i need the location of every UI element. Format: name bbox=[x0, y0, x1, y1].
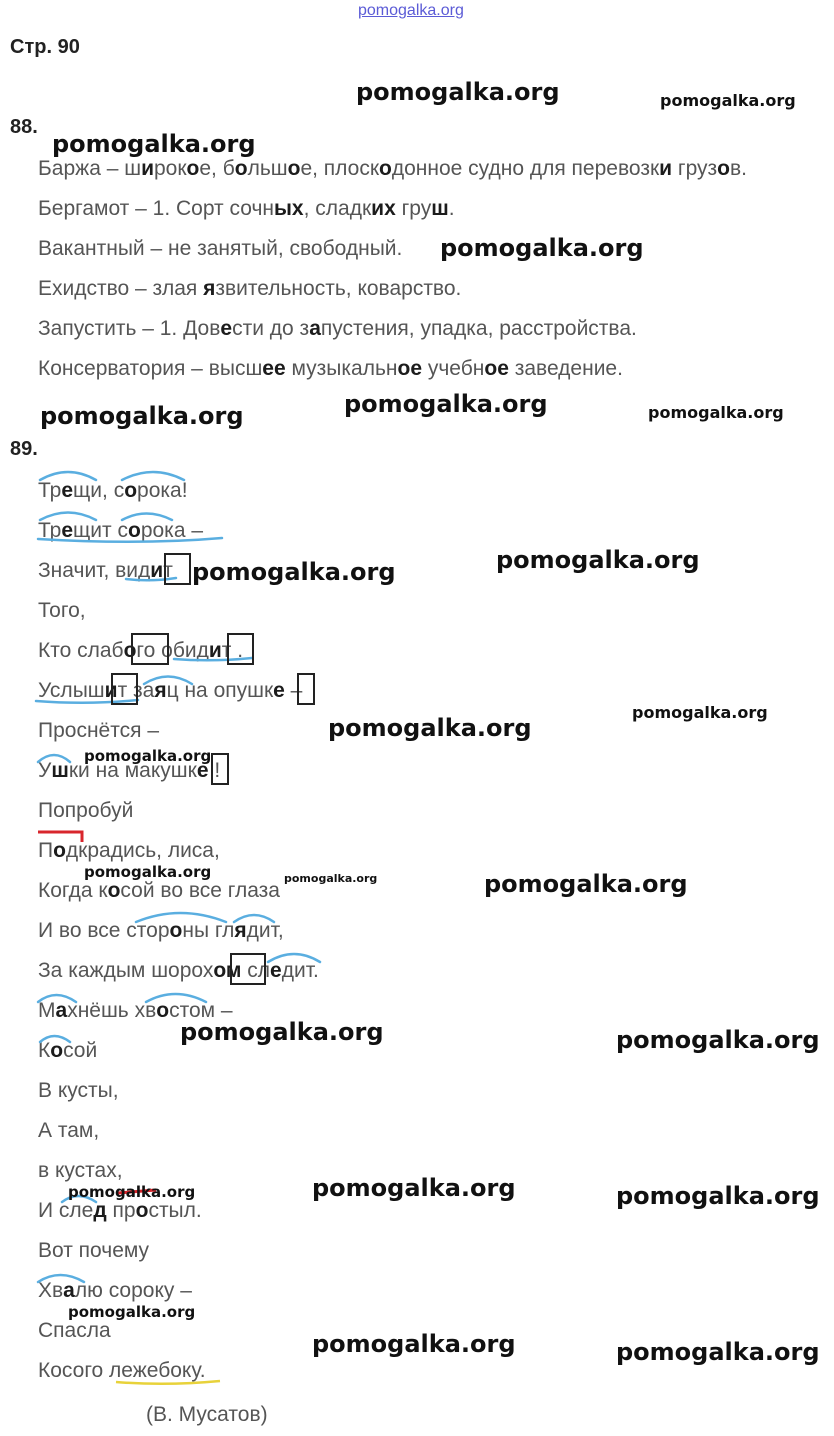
poem-line: И во все стороны глядит, bbox=[38, 919, 284, 942]
watermark: pomogalka.org bbox=[192, 558, 396, 586]
watermark: pomogalka.org bbox=[328, 714, 532, 742]
watermark: pomogalka.org bbox=[52, 130, 256, 158]
watermark: pomogalka.org bbox=[632, 703, 768, 722]
watermark: pomogalka.org bbox=[312, 1330, 516, 1358]
root-mark bbox=[38, 832, 82, 842]
exercise-88-number: 88. bbox=[10, 116, 38, 138]
watermark: pomogalka.org bbox=[356, 78, 560, 106]
definition-line: Ехидство – злая язвительность, коварство. bbox=[38, 277, 462, 300]
poem-line: Косого лежебоку. bbox=[38, 1359, 206, 1382]
ending-box bbox=[111, 673, 138, 705]
watermark: pomogalka.org bbox=[660, 91, 796, 110]
ending-box bbox=[227, 633, 254, 665]
poem-line: Подкрадись, лиса, bbox=[38, 839, 220, 862]
poem-line: Когда косой во все глаза bbox=[38, 879, 280, 902]
ending-box bbox=[131, 633, 169, 665]
watermark: pomogalka.org bbox=[440, 234, 644, 262]
watermark: pomogalka.org bbox=[616, 1182, 820, 1210]
poem-line: За каждым шорохом следит. bbox=[38, 959, 319, 982]
poem-line: Вот почему bbox=[38, 1239, 150, 1262]
definition-line: Консерватория – высшее музыкальное учебное заведение. bbox=[38, 357, 623, 380]
poem-line: В кусты, bbox=[38, 1079, 119, 1102]
arc-mark bbox=[38, 1275, 84, 1282]
watermark: pomogalka.org bbox=[68, 1303, 196, 1321]
watermark: pomogalka.org bbox=[180, 1018, 384, 1046]
definition-line: Вакантный – не занятый, свободный. bbox=[38, 237, 403, 260]
ending-box bbox=[230, 953, 266, 985]
poem-line: Того, bbox=[38, 599, 86, 622]
watermark: pomogalka.org bbox=[84, 747, 212, 765]
poem-line: в кустах, bbox=[38, 1159, 123, 1182]
poem-line: Проснётся – bbox=[38, 719, 159, 742]
poem-line: Кто слабого обидит . bbox=[38, 639, 244, 662]
arc-mark bbox=[146, 994, 206, 1002]
arc-mark bbox=[38, 995, 76, 1002]
exercise-89-number: 89. bbox=[10, 438, 38, 460]
watermark: pomogalka.org bbox=[648, 403, 784, 422]
poem-author: (В. Мусатов) bbox=[146, 1403, 268, 1426]
definition-line: Баржа – широкое, большое, плоскодонное судно для перевозки грузов. bbox=[38, 157, 747, 180]
arc-mark bbox=[40, 472, 96, 480]
ending-box bbox=[164, 553, 191, 585]
arc-mark bbox=[40, 1036, 70, 1042]
arc-mark bbox=[234, 915, 274, 922]
poem-line: Значит, видит bbox=[38, 559, 173, 582]
poem-line: Спасла bbox=[38, 1319, 111, 1342]
watermark-top-link[interactable]: pomogalka.org bbox=[358, 2, 464, 19]
watermark: pomogalka.org bbox=[84, 863, 212, 881]
poem-line: Косой bbox=[38, 1039, 98, 1062]
arc-mark bbox=[122, 514, 172, 521]
underline-mark bbox=[38, 538, 222, 542]
watermark: pomogalka.org bbox=[284, 872, 378, 885]
ending-box bbox=[297, 673, 315, 705]
watermark: pomogalka.org bbox=[40, 402, 244, 430]
watermark: pomogalka.org bbox=[616, 1338, 820, 1366]
poem-line: Трещит сорока – bbox=[38, 519, 204, 542]
poem-line: А там, bbox=[38, 1119, 100, 1142]
definition-line: Запустить – 1. Довести до запустения, упадка, расстройства. bbox=[38, 317, 637, 340]
watermark: pomogalka.org bbox=[616, 1026, 820, 1054]
poem-line: Попробуй bbox=[38, 799, 134, 822]
definition-line: Бергамот – 1. Сорт сочных, сладких груш. bbox=[38, 197, 455, 220]
arc-mark bbox=[122, 472, 184, 480]
arc-mark bbox=[144, 677, 192, 685]
watermark: pomogalka.org bbox=[484, 870, 688, 898]
watermark: pomogalka.org bbox=[312, 1174, 516, 1202]
poem-line: И след простыл. bbox=[38, 1199, 202, 1222]
ending-box bbox=[211, 753, 229, 785]
poem-line: Услышит заяц на опушке – bbox=[38, 679, 303, 702]
watermark: pomogalka.org bbox=[344, 390, 548, 418]
arc-mark bbox=[40, 513, 96, 521]
poem-line: Ушки на макушке ! bbox=[38, 759, 221, 782]
page-header: Стр. 90 bbox=[10, 36, 80, 58]
arc-mark bbox=[136, 913, 226, 922]
arc-mark bbox=[38, 755, 70, 762]
watermark: pomogalka.org bbox=[68, 1183, 196, 1201]
poem-line: Трещи, сорока! bbox=[38, 479, 188, 502]
underline-mark bbox=[116, 1381, 220, 1384]
arc-mark bbox=[268, 954, 320, 962]
poem-line: Махнёшь хвостом – bbox=[38, 999, 233, 1022]
watermark: pomogalka.org bbox=[496, 546, 700, 574]
poem-line: Хвалю сороку – bbox=[38, 1279, 192, 1302]
